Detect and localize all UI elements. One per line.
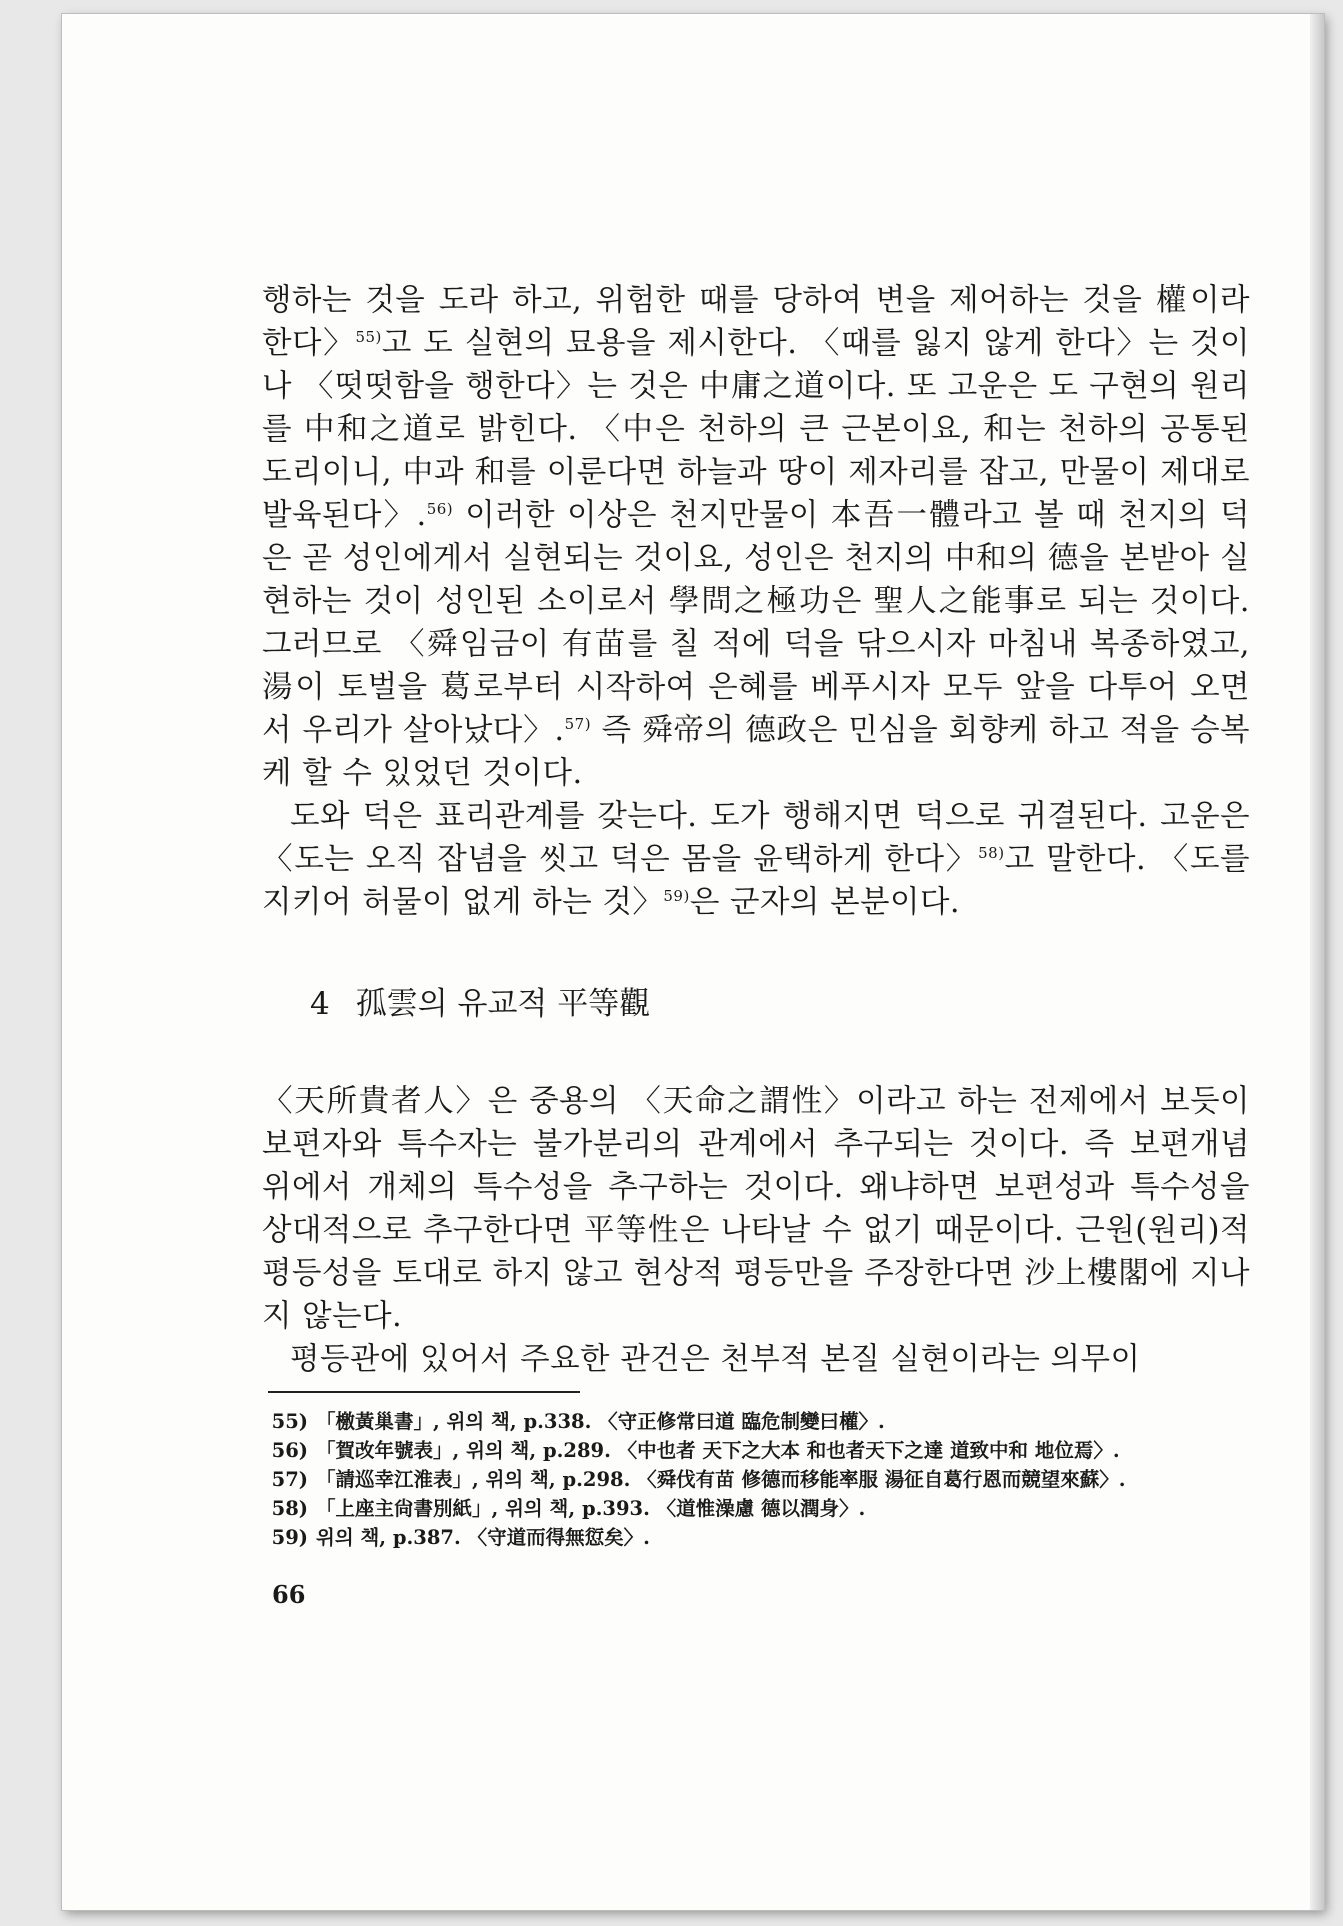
- section-heading: [310, 984, 1250, 1024]
- footnote-number: 59): [271, 1526, 308, 1549]
- paragraph-text: 평등관에 있어서 주요한 관건은 천부적 본질 실현이라는 의무이: [290, 1342, 1141, 1377]
- footnote-ref: 59): [663, 886, 690, 905]
- body-section-1: [262, 279, 1250, 924]
- footnote-ref: 58): [978, 843, 1005, 862]
- section1-paragraph: [262, 279, 1250, 795]
- footnote-ref: 56): [426, 499, 454, 518]
- footnote-ref: 55): [355, 327, 382, 346]
- footnote-number: 58): [271, 1497, 308, 1520]
- footnote-text: 위의 책, p.387. 〈守道而得無愆矣〉.: [316, 1526, 650, 1549]
- footnote: [262, 1407, 1250, 1436]
- footnote-number: 57): [271, 1468, 308, 1491]
- paragraph-text: 은 군자의 본분이다.: [689, 885, 961, 920]
- footnote-divider: [268, 1391, 580, 1393]
- footnote-text: 「請巡幸江淮表」, 위의 책, p.298. 〈舜伐有苗 修德而移能率服 湯征自葛行恩而競望來蘇〉.: [316, 1468, 1126, 1491]
- book-page: [62, 14, 1324, 1910]
- section1-paragraph: [262, 795, 1250, 924]
- paragraph-text: 이러한 이상은 천지만물이 本吾一體라고 볼 때 천지의 덕은 곧 성인에게서 실현되는 것이요, 성인은 천지의 中和의 德을 본받아 실현하는 것이 성인된 소이로서 學問之極功은 聖人之能事로 되는 것이다. 그러므로 〈舜임금이 有苗를 칠 적에 덕을 닦으시자 마침내 복종하였고, 湯이 토벌을 葛로부터 시작하여 은혜를 베푸시자 모두 앞을 다투어 오면서 우리가 살아났다〉.: [262, 498, 1251, 748]
- footnote-ref: 57): [564, 714, 592, 733]
- footnote: [262, 1436, 1250, 1465]
- section-number: 4: [310, 986, 330, 1022]
- paragraph-text: 〈天所貴者人〉은 중용의 〈天命之謂性〉이라고 하는 전제에서 보듯이 보편자와 특수자는 불가분리의 관계에서 추구되는 것이다. 즉 보편개념 위에서 개체의 특수성을 추구하는 것이다. 왜냐하면 보편성과 특수성을 상대적으로 추구한다면 平等性은 나타날 수 없기 때문이다. 근원(원리)적 평등성을 토대로 하지 않고 현상적 평등만을 주장한다면 沙上樓閣에 지나지 않는다.: [262, 1084, 1250, 1334]
- page-number: 66: [272, 1580, 306, 1609]
- footnote-number: 56): [271, 1439, 308, 1462]
- footnote-text: 「上座主尙書別紙」, 위의 책, p.393. 〈道惟澡慮 德以潤身〉.: [316, 1497, 866, 1520]
- footnote: [262, 1494, 1250, 1523]
- paragraph-text: 행하는 것을 도라 하고, 위험한 때를 당하여 변을 제어하는 것을 權이라 한다〉: [262, 283, 1250, 361]
- footnote: [262, 1465, 1250, 1494]
- footnote-text: 「賀改年號表」, 위의 책, p.289. 〈中也者 天下之大本 和也者天下之達 道致中和 地位焉〉.: [316, 1439, 1120, 1462]
- paragraph-text: 즉 舜帝의 德政은 민심을 회향케 하고 적을 승복케 할 수 있었던 것이다.: [262, 713, 1250, 791]
- section2-paragraph: [262, 1080, 1250, 1338]
- footnotes: [262, 1407, 1250, 1552]
- body-section-2: [262, 1080, 1250, 1381]
- page-edge-shadow: [1310, 14, 1324, 1910]
- footnote-text: 「檄黃巢書」, 위의 책, p.338. 〈守正修常曰道 臨危制變曰權〉.: [316, 1410, 885, 1433]
- footnote-number: 55): [271, 1410, 308, 1433]
- section-title: 孤雲의 유교적 平等觀: [355, 986, 651, 1022]
- paragraph-text: 고 도 실현의 묘용을 제시한다. 〈때를 잃지 않게 한다〉는 것이나 〈떳떳함을 행한다〉는 것은 中庸之道이다. 또 고운은 도 구현의 원리를 中和之道로 밝힌다. 〈中은 천하의 큰 근본이요, 和는 천하의 공통된 도리이니, 中과 和를 이룬다면 하늘과 땅이 제자리를 잡고, 만물이 제대로 발육된다〉.: [262, 326, 1250, 533]
- page-content: [262, 279, 1250, 1609]
- paragraph-text: 도와 덕은 표리관계를 갖는다. 도가 행해지면 덕으로 귀결된다. 고운은 〈도는 오직 잡념을 씻고 덕은 몸을 윤택하게 한다〉: [262, 799, 1250, 877]
- section2-paragraph: [262, 1338, 1250, 1381]
- paragraph-text: 고 말한다. 〈도를 지키어 허물이 없게 하는 것〉: [262, 842, 1250, 920]
- footnote: [262, 1523, 1250, 1552]
